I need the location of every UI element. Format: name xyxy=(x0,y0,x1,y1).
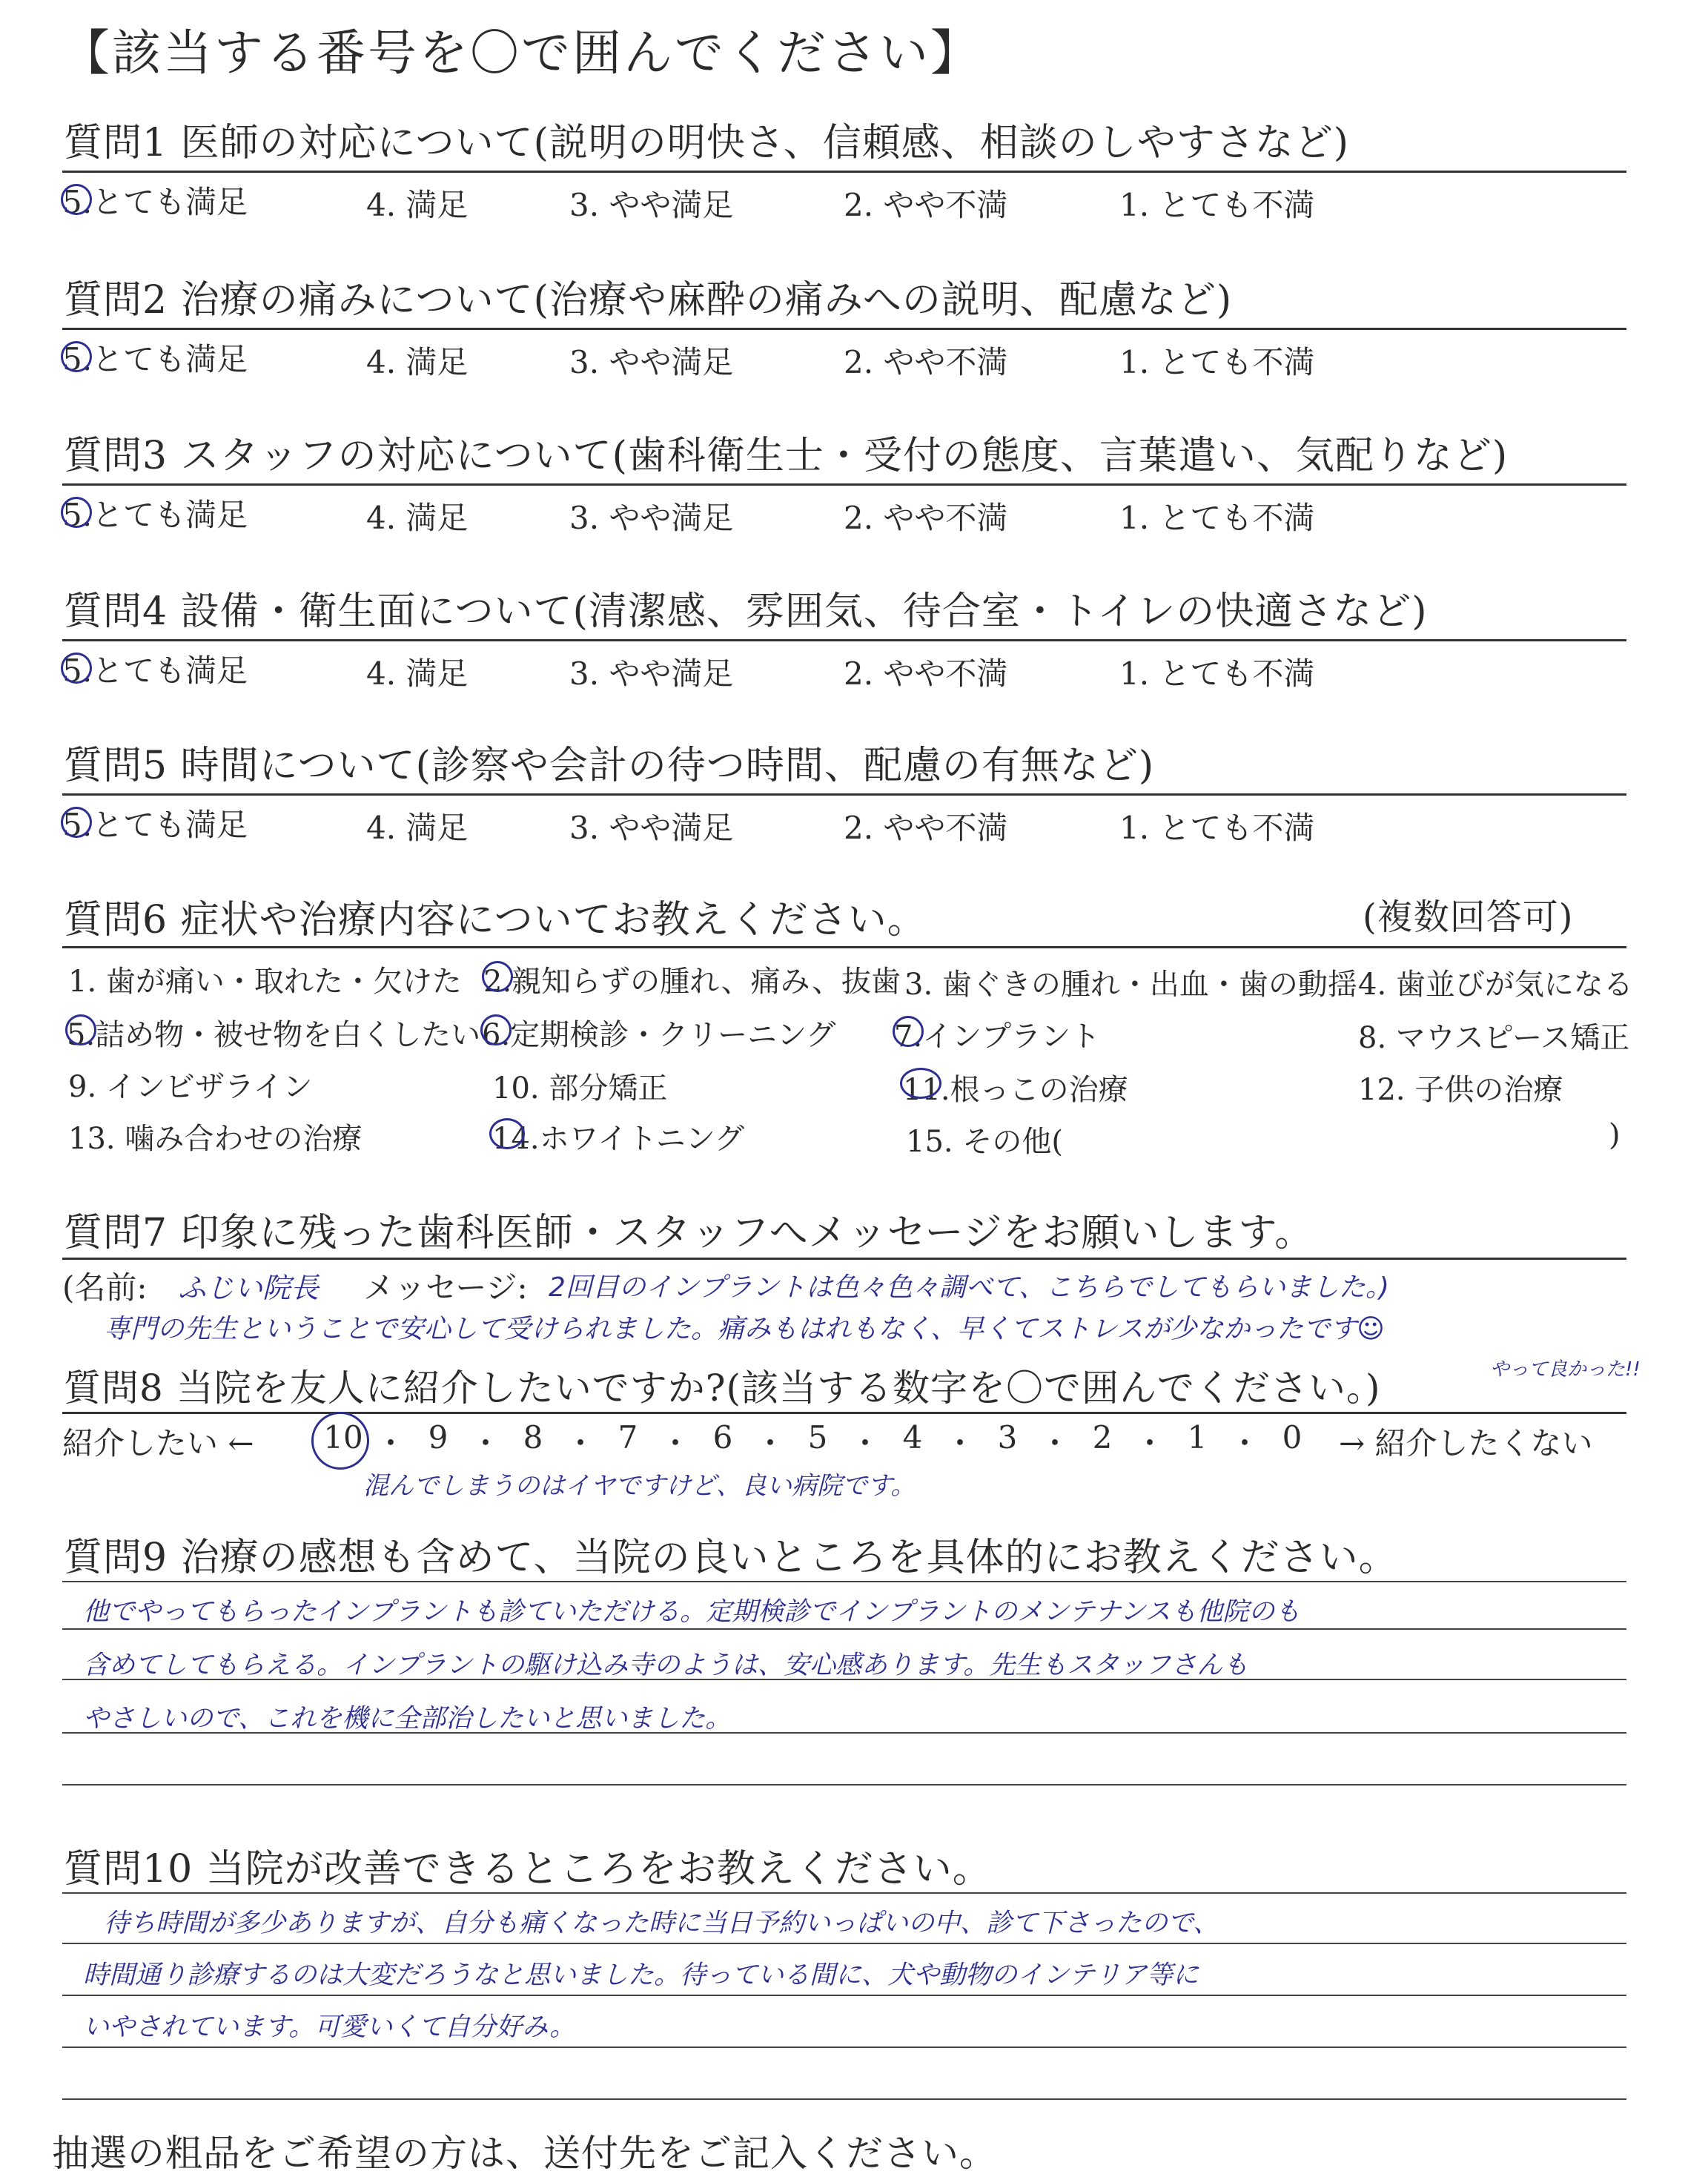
answer-text[interactable]: 他でやってもらったインプラントも診ていただける。定期検診でインプラントのメンテナンスも他院のも xyxy=(83,1597,1301,1627)
rating-option-4[interactable]: 4. 満足 xyxy=(366,187,469,223)
scale-left-label: 紹介したい ← xyxy=(62,1425,254,1461)
rating-option-2[interactable]: 2. やや不満 xyxy=(844,344,1008,380)
scale-number[interactable]: 5 xyxy=(807,1419,828,1456)
rating-option-5[interactable]: 5.とても満足 xyxy=(62,184,248,220)
rating-option-5[interactable]: 5.とても満足 xyxy=(62,341,248,377)
symptom-option[interactable]: 8. マウスピース矯正 xyxy=(1358,1021,1630,1055)
rating-option-5[interactable]: 5.とても満足 xyxy=(62,807,248,843)
rating-option-5[interactable]: 5.とても満足 xyxy=(62,653,248,689)
rating-option-1[interactable]: 1. とても不満 xyxy=(1119,187,1315,223)
name-label: (名前: xyxy=(62,1269,148,1306)
rating-option-3[interactable]: 3. やや満足 xyxy=(569,810,734,846)
message-line[interactable]: 2回目のインプラントは色々色々調べて、こちらでしてもらいました。) xyxy=(549,1272,1389,1303)
scale-number[interactable]: 7 xyxy=(618,1419,638,1456)
symptom-option[interactable]: 2.親知らずの腫れ、痛み、抜歯 xyxy=(483,965,901,999)
answer-text[interactable]: 時間通り診療するのは大変だろうなと思いました。待っている間に、犬や動物のインテリア等に xyxy=(83,1960,1199,1990)
rating-option-2[interactable]: 2. やや不満 xyxy=(844,810,1008,846)
selection-circle xyxy=(482,961,513,992)
rating-option-3[interactable]: 3. やや満足 xyxy=(569,500,734,536)
divider xyxy=(62,1258,1626,1260)
answer-text[interactable]: 待ち時間が多少ありますが、自分も痛くなった時に当日予約いっぱいの中、診て下さったので、 xyxy=(104,1909,1219,1938)
divider xyxy=(62,328,1626,330)
rating-option-4[interactable]: 4. 満足 xyxy=(366,344,469,380)
other-close-paren: ) xyxy=(1609,1118,1621,1152)
scale-right-label: → 紹介したくない xyxy=(1339,1425,1593,1461)
answer-line xyxy=(62,1784,1626,1785)
rating-option-3[interactable]: 3. やや満足 xyxy=(569,187,734,223)
question-heading: 質問4 設備・衛生面について(清潔感、雰囲気、待合室・トイレの快適さなど) xyxy=(64,589,1428,634)
rating-option-5[interactable]: 5.とても満足 xyxy=(62,497,248,533)
question-heading: 質問3 スタッフの対応について(歯科衛生士・受付の態度、言葉遣い、気配りなど) xyxy=(64,434,1509,478)
selection-circle xyxy=(900,1068,941,1099)
scale-number[interactable]: 3 xyxy=(997,1419,1018,1456)
selection-circle xyxy=(61,341,92,372)
answer-line xyxy=(62,1892,1626,1894)
symptom-option[interactable]: 15. その他( xyxy=(906,1125,1063,1159)
rating-option-1[interactable]: 1. とても不満 xyxy=(1119,344,1315,380)
divider xyxy=(62,1412,1626,1414)
selection-circle xyxy=(893,1016,924,1047)
answer-text[interactable]: 含めてしてもらえる。インプラントの駆け込み寺のようは、安心感あります。先生もスタッフさんも xyxy=(83,1651,1249,1680)
rating-option-1[interactable]: 1. とても不満 xyxy=(1119,810,1315,846)
scale-number[interactable]: 4 xyxy=(902,1419,923,1456)
scale-number[interactable]: 10 xyxy=(323,1419,363,1456)
divider xyxy=(62,793,1626,796)
symptom-option[interactable]: 1. 歯が痛い・取れた・欠けた xyxy=(68,965,462,999)
symptom-option[interactable]: 10. 部分矯正 xyxy=(492,1071,668,1106)
selection-circle xyxy=(311,1412,369,1470)
answer-text[interactable]: いやされています。可愛いくて自分好み。 xyxy=(83,2012,576,2042)
rating-option-4[interactable]: 4. 満足 xyxy=(366,810,469,846)
rating-option-2[interactable]: 2. やや不満 xyxy=(844,500,1008,536)
symptom-option[interactable]: 14.ホワイトニング xyxy=(492,1122,745,1156)
selection-circle xyxy=(61,184,92,215)
question-heading: 質問10 当院が改善できるところをお教えください。 xyxy=(64,1847,992,1892)
name-value[interactable]: ふじい院長 xyxy=(178,1272,320,1304)
symptom-option[interactable]: 13. 噛み合わせの治療 xyxy=(68,1122,363,1156)
message-line[interactable]: 専門の先生ということで安心して受けられました。痛みもはれもなく、早くてストレスが少なかったです☺ xyxy=(104,1314,1385,1344)
message-line[interactable]: やって良かった!! xyxy=(1490,1358,1641,1381)
rating-option-2[interactable]: 2. やや不満 xyxy=(844,655,1008,692)
rating-option-1[interactable]: 1. とても不満 xyxy=(1119,500,1315,536)
divider xyxy=(62,639,1626,641)
divider xyxy=(62,483,1626,486)
symptom-option[interactable]: 5.詰め物・被せ物を白くしたい xyxy=(67,1018,481,1052)
rating-option-2[interactable]: 2. やや不満 xyxy=(844,187,1008,223)
divider xyxy=(62,946,1626,948)
question-heading: 質問9 治療の感想も含めて、当院の良いところを具体的にお教えください。 xyxy=(64,1536,1398,1580)
symptom-option[interactable]: 7.インプラント xyxy=(894,1020,1101,1054)
symptom-option[interactable]: 12. 子供の治療 xyxy=(1358,1073,1563,1107)
question-heading: 質問5 時間について(診察や会計の待つ時間、配慮の有無など) xyxy=(64,744,1155,788)
question-heading: 質問2 治療の痛みについて(治療や麻酔の痛みへの説明、配慮など) xyxy=(64,278,1233,323)
rating-option-3[interactable]: 3. やや満足 xyxy=(569,344,734,380)
scale-number[interactable]: 0 xyxy=(1282,1419,1302,1456)
footer-note: 抽選の粗品をご希望の方は、送付先をご記入ください。 xyxy=(52,2132,997,2175)
answer-line xyxy=(62,1943,1626,1944)
answer-text[interactable]: やさしいので、これを機に全部治したいと思いました。 xyxy=(83,1704,732,1734)
symptom-option[interactable]: 9. インビザライン xyxy=(68,1070,313,1104)
rating-option-4[interactable]: 4. 満足 xyxy=(366,500,469,536)
selection-circle xyxy=(65,1014,96,1045)
selection-circle xyxy=(489,1118,525,1149)
answer-line xyxy=(62,1628,1626,1630)
selection-circle xyxy=(61,807,92,838)
answer-line xyxy=(62,2098,1626,2100)
message-label: メッセージ: xyxy=(363,1269,528,1306)
scale-number[interactable]: 8 xyxy=(523,1419,543,1456)
scale-number[interactable]: 6 xyxy=(712,1419,733,1456)
recommend-comment[interactable]: 混んでしまうのはイヤですけど、良い病院です。 xyxy=(363,1471,916,1501)
symptom-option[interactable]: 6.定期検診・クリーニング xyxy=(482,1018,836,1052)
question-heading: 質問6 症状や治療内容についてお教えください。 xyxy=(64,898,927,942)
rating-option-1[interactable]: 1. とても不満 xyxy=(1119,655,1315,692)
page-title: 【該当する番号を〇で囲んでください】 xyxy=(61,24,982,82)
answer-line xyxy=(62,1995,1626,1996)
symptom-option[interactable]: 3. 歯ぐきの腫れ・出血・歯の動揺 xyxy=(904,968,1357,1002)
symptom-option[interactable]: 11.根っこの治療 xyxy=(903,1073,1128,1107)
multi-answer-note: (複数回答可) xyxy=(1363,896,1574,938)
scale-number[interactable]: 9 xyxy=(428,1419,448,1456)
answer-line xyxy=(62,2046,1626,2048)
rating-option-3[interactable]: 3. やや満足 xyxy=(569,655,734,692)
divider xyxy=(62,171,1626,173)
scale-number[interactable]: 2 xyxy=(1092,1419,1113,1456)
symptom-option[interactable]: 4. 歯並びが気になる xyxy=(1358,968,1633,1002)
question-heading: 質問7 印象に残った歯科医師・スタッフへメッセージをお願いします。 xyxy=(64,1211,1314,1255)
rating-option-4[interactable]: 4. 満足 xyxy=(366,655,469,692)
selection-circle xyxy=(480,1014,512,1045)
recommend-scale: 10 ・ 9 ・ 8 ・ 7 ・ 6 ・ 5 ・ 4 ・ 3 ・ 2 ・ 1 ・ 0 xyxy=(311,1419,1324,1464)
selection-circle xyxy=(61,653,92,684)
selection-circle xyxy=(61,497,92,528)
scale-number[interactable]: 1 xyxy=(1187,1419,1208,1456)
question-heading: 質問8 当院を友人に紹介したいですか?(該当する数字を〇で囲んでください。) xyxy=(64,1367,1381,1410)
answer-line xyxy=(62,1581,1626,1582)
question-heading: 質問1 医師の対応について(説明の明快さ、信頼感、相談のしやすさなど) xyxy=(64,121,1350,165)
